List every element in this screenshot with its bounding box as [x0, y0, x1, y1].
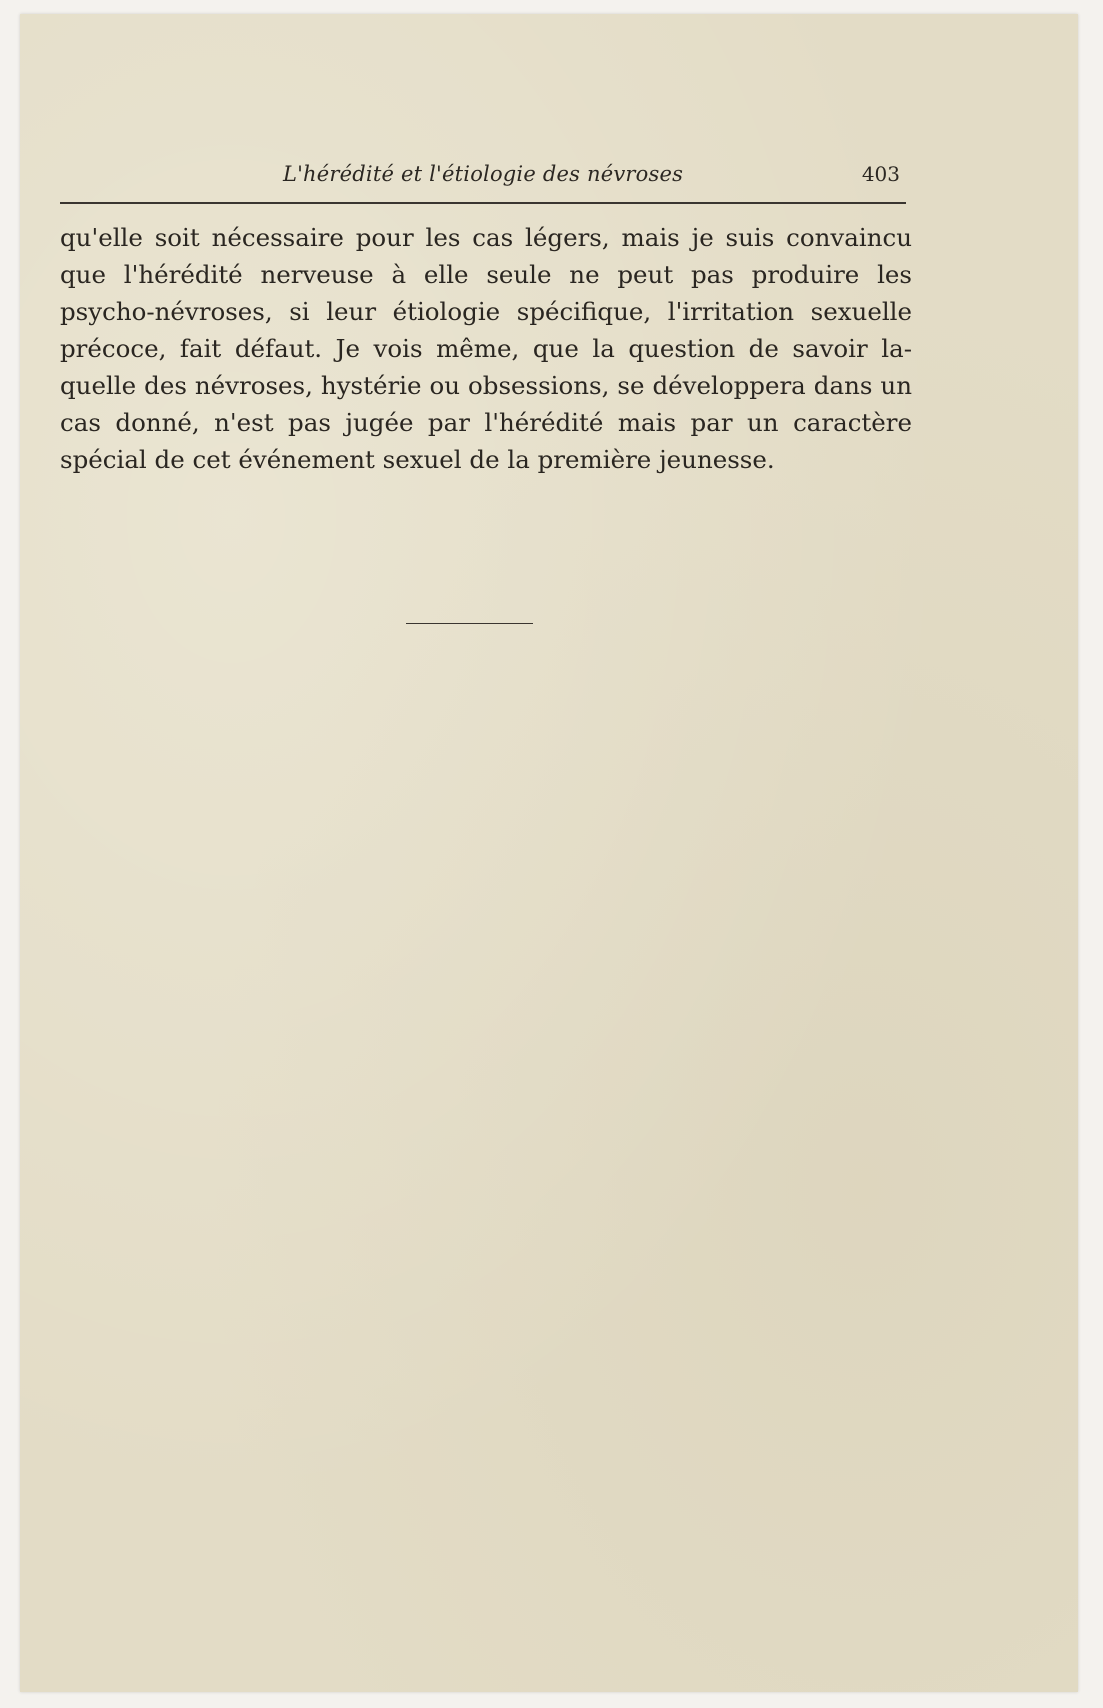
- text-line: psycho-névroses, si leur étiologie spécifique, l'irritation sexuelle: [60, 297, 912, 326]
- text-line: que l'hérédité nerveuse à elle seule ne peut pas produire les: [60, 260, 912, 289]
- text-line: précoce, fait défaut. Je vois même, que la question de savoir la-: [60, 334, 912, 363]
- text-line: qu'elle soit nécessaire pour les cas légers, mais je suis convaincu: [60, 223, 912, 252]
- section-end-rule: [406, 623, 533, 624]
- body-paragraph: [60, 219, 912, 478]
- text-line: spécial de cet événement sexuel de la première jeunesse.: [60, 445, 775, 474]
- text-line: quelle des névroses, hystérie ou obsessions, se développera dans un: [60, 371, 912, 400]
- book-page: [20, 14, 1078, 1692]
- page-number: 403: [861, 162, 900, 186]
- running-head: [60, 162, 906, 204]
- running-title: L'hérédité et l'étiologie des névroses: [282, 162, 684, 186]
- text-line: cas donné, n'est pas jugée par l'hérédité mais par un caractère: [60, 408, 912, 437]
